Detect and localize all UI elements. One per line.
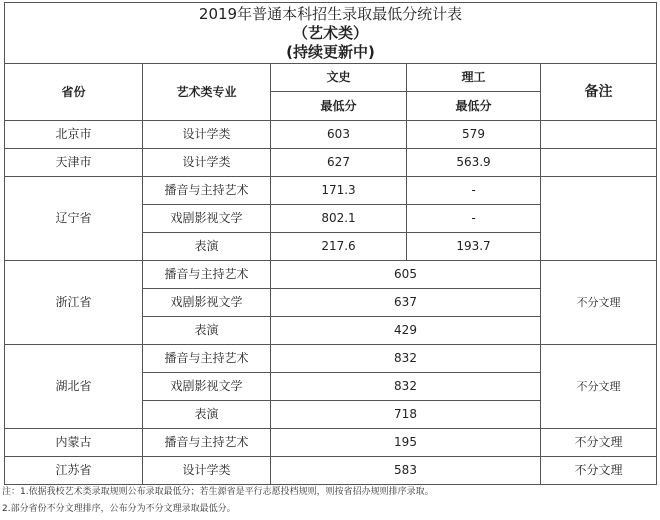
major-cell: 戏剧影视文学 [143,289,271,317]
major-cell: 表演 [143,233,271,261]
combined-score-cell: 832 [271,373,541,401]
header-province: 省份 [5,64,143,121]
province-cell: 湖北省 [5,345,143,429]
ligong-score-cell: - [407,177,541,205]
remark-cell: 不分文理 [541,429,657,457]
title-line-3: (持续更新中) [286,42,375,61]
ligong-score-cell: 193.7 [407,233,541,261]
combined-score-cell: 605 [271,261,541,289]
header-ligong: 理工 [407,64,541,92]
province-cell: 北京市 [5,121,143,149]
wenshi-score-cell: 217.6 [271,233,407,261]
table-title [5,3,657,64]
header-wenshi: 文史 [271,64,407,92]
major-cell: 戏剧影视文学 [143,205,271,233]
province-cell: 内蒙古 [5,429,143,457]
major-cell: 播音与主持艺术 [143,345,271,373]
combined-score-cell: 583 [271,457,541,485]
major-cell: 表演 [143,401,271,429]
combined-score-cell: 718 [271,401,541,429]
wenshi-score-cell: 603 [271,121,407,149]
province-cell: 江苏省 [5,457,143,485]
ligong-score-cell: 563.9 [407,149,541,177]
wenshi-score-cell: 171.3 [271,177,407,205]
combined-score-cell: 429 [271,317,541,345]
table-row [5,177,657,205]
province-cell: 天津市 [5,149,143,177]
remark-cell: 不分文理 [541,345,657,429]
major-cell: 设计学类 [143,121,271,149]
province-cell: 浙江省 [5,261,143,345]
header-remark: 备注 [541,64,657,121]
wenshi-score-cell: 627 [271,149,407,177]
footnote-2: 2.部分省份不分文理排序，公布分为不分文理录取最低分。 [2,504,236,514]
footnote-1: 注：1.依据我校艺术类录取规则公布录取最低分；若生源省是平行志愿投档规则，则按省招办规则排序录取。 [2,487,434,497]
table-row [5,149,657,177]
title-line-2: （艺术类） [293,23,369,42]
major-cell: 设计学类 [143,149,271,177]
combined-score-cell: 637 [271,289,541,317]
wenshi-score-cell: 802.1 [271,205,407,233]
major-cell: 播音与主持艺术 [143,177,271,205]
remark-cell: 不分文理 [541,457,657,485]
table-row [5,457,657,485]
remark-cell [541,177,657,261]
major-cell: 表演 [143,317,271,345]
major-cell: 播音与主持艺术 [143,429,271,457]
ligong-score-cell: 579 [407,121,541,149]
major-cell: 戏剧影视文学 [143,373,271,401]
table-row [5,345,657,373]
remark-cell [541,121,657,149]
remark-cell: 不分文理 [541,261,657,345]
province-cell: 辽宁省 [5,177,143,261]
header-major: 艺术类专业 [143,64,271,121]
header-min-score-wenshi: 最低分 [271,92,407,121]
major-cell: 设计学类 [143,457,271,485]
major-cell: 播音与主持艺术 [143,261,271,289]
table-row [5,261,657,289]
ligong-score-cell: - [407,205,541,233]
remark-cell [541,149,657,177]
table-row [5,121,657,149]
title-line-1: 2019年普通本科招生录取最低分统计表 [198,4,463,23]
score-table [4,2,657,485]
header-min-score-ligong: 最低分 [407,92,541,121]
combined-score-cell: 832 [271,345,541,373]
footnotes [2,484,658,518]
table-row [5,429,657,457]
combined-score-cell: 195 [271,429,541,457]
